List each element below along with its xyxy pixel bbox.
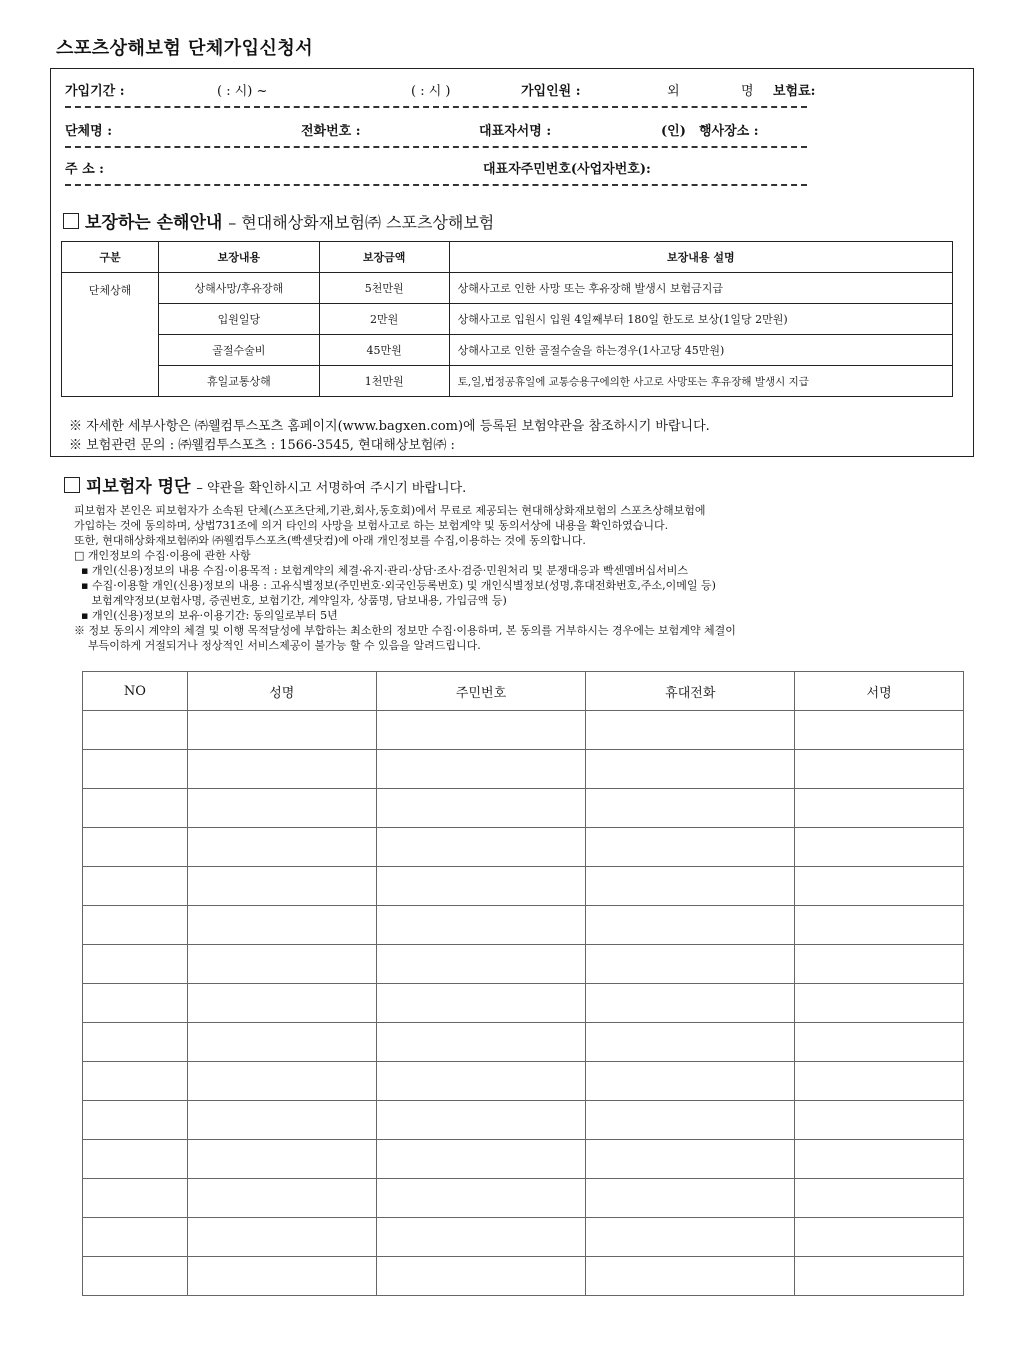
table-row	[83, 711, 964, 750]
coverage-amount: 45만원	[319, 335, 449, 366]
table-row	[83, 750, 964, 789]
column-header: 서명	[795, 672, 964, 711]
table-row	[83, 984, 964, 1023]
coverage-header-row	[62, 242, 953, 273]
coverage-row	[62, 273, 953, 304]
no-cell[interactable]	[83, 1062, 188, 1101]
consent-line: 가입하는 것에 동의하며, 상법731조에 의거 타인의 사망을 보험사고로 하는 보험계약 및 동의서상에 내용을 확인하였습니다.	[74, 519, 669, 532]
signature-cell[interactable]	[795, 1062, 964, 1101]
rep-id-label: 대표자주민번호(사업자번호):	[483, 162, 651, 177]
name-cell[interactable]	[187, 789, 376, 828]
no-cell[interactable]	[83, 711, 188, 750]
coverage-group: 단체상해	[62, 273, 159, 397]
mobile-cell[interactable]	[586, 945, 795, 984]
mobile-cell[interactable]	[586, 1179, 795, 1218]
insured-heading-text: 피보험자 명단	[86, 477, 191, 497]
consent-line: 또한, 현대해상화재보험㈜와 ㈜웰컴투스포츠(빡센닷컴)에 아래 개인정보를 수집,이용하는 것에 동의합니다.	[74, 534, 586, 547]
no-cell[interactable]	[83, 828, 188, 867]
table-row	[83, 1179, 964, 1218]
group-name-label: 단체명 :	[65, 124, 112, 139]
table-row	[83, 906, 964, 945]
coverage-desc: 상해사고로 입원시 입원 4일째부터 180일 한도로 보상(1일당 2만원)	[449, 304, 952, 335]
column-header: 보장내용 설명	[449, 242, 952, 273]
form-title: 스포츠상해보험 단체가입신청서	[56, 38, 314, 59]
coverage-heading	[63, 208, 494, 233]
signature-cell[interactable]	[795, 828, 964, 867]
name-cell[interactable]	[187, 867, 376, 906]
consent-line: ※ 정보 동의시 계약의 체결 및 이행 목적달성에 부합하는 최소한의 정보만 수집·이용하며, 본 동의를 거부하시는 경우에는 보험계약 체결이	[74, 624, 736, 637]
resident-id-cell[interactable]	[376, 828, 586, 867]
name-cell[interactable]	[187, 711, 376, 750]
period-start-field[interactable]: ( : 시) ~	[217, 84, 268, 99]
members-label: 가입인원 :	[521, 84, 581, 99]
insured-header-row	[83, 672, 964, 711]
no-cell[interactable]	[83, 1140, 188, 1179]
resident-id-cell[interactable]	[376, 1257, 586, 1296]
no-cell[interactable]	[83, 750, 188, 789]
consent-text	[74, 503, 736, 653]
name-cell[interactable]	[187, 984, 376, 1023]
column-header: 구분	[62, 242, 159, 273]
period-row	[65, 80, 816, 104]
no-cell[interactable]	[83, 984, 188, 1023]
coverage-amount: 5천만원	[319, 273, 449, 304]
resident-id-cell[interactable]	[376, 1218, 586, 1257]
column-header: NO	[83, 672, 188, 711]
name-cell[interactable]	[187, 1179, 376, 1218]
no-cell[interactable]	[83, 1218, 188, 1257]
resident-id-cell[interactable]	[376, 1101, 586, 1140]
table-row	[83, 1101, 964, 1140]
signature-cell[interactable]	[795, 867, 964, 906]
column-header: 보장내용	[158, 242, 319, 273]
signature-cell[interactable]	[795, 1257, 964, 1296]
coverage-desc: 상해사고로 인한 사망 또는 후유장해 발생시 보험금지급	[449, 273, 952, 304]
name-cell[interactable]	[187, 1023, 376, 1062]
mobile-cell[interactable]	[586, 1257, 795, 1296]
consent-line: □ 개인정보의 수집·이용에 관한 사항	[74, 549, 251, 562]
name-cell[interactable]	[187, 1101, 376, 1140]
address-label: 주 소 :	[65, 162, 104, 177]
name-cell[interactable]	[187, 828, 376, 867]
name-cell[interactable]	[187, 1257, 376, 1296]
consent-line: ▪ 개인(신용)정보의 보유·이용기간: 동의일로부터 5년	[74, 609, 338, 622]
resident-id-cell[interactable]	[376, 984, 586, 1023]
table-row	[83, 1257, 964, 1296]
coverage-item: 입원일당	[158, 304, 319, 335]
no-cell[interactable]	[83, 945, 188, 984]
signature-cell[interactable]	[795, 750, 964, 789]
coverage-desc: 상해사고로 인한 골절수술을 하는경우(1사고당 45만원)	[449, 335, 952, 366]
mobile-cell[interactable]	[586, 711, 795, 750]
no-cell[interactable]	[83, 1023, 188, 1062]
address-row	[65, 158, 805, 182]
coverage-item: 골절수술비	[158, 335, 319, 366]
table-row	[83, 1062, 964, 1101]
seal-mark: (인)	[661, 124, 686, 139]
coverage-desc: 토,일,법정공휴일에 교통승용구에의한 사고로 사망또는 후유장해 발생시 지급	[449, 366, 952, 397]
signature-cell[interactable]	[795, 1140, 964, 1179]
detail-note: ※ 자세한 세부사항은 ㈜웰컴투스포츠 홈페이지(www.bagxen.com)에 등록된 보험약관을 참조하시기 바랍니다.	[69, 419, 710, 434]
insured-table	[82, 671, 964, 1296]
resident-id-cell[interactable]	[376, 867, 586, 906]
mobile-cell[interactable]	[586, 1062, 795, 1101]
coverage-row	[62, 366, 953, 397]
mobile-cell[interactable]	[586, 867, 795, 906]
divider	[65, 146, 807, 148]
insured-heading	[64, 472, 466, 497]
mobile-cell[interactable]	[586, 984, 795, 1023]
coverage-item: 휴일교통상해	[158, 366, 319, 397]
mobile-cell[interactable]	[586, 906, 795, 945]
table-row	[83, 867, 964, 906]
mobile-cell[interactable]	[586, 1023, 795, 1062]
consent-line: ▪ 수집·이용할 개인(신용)정보의 내용 : 고유식별정보(주민번호·외국인등록번호) 및 개인식별정보(성명,휴대전화번호,주소,이메일 등)	[74, 579, 716, 592]
coverage-row	[62, 304, 953, 335]
premium-label: 보험료:	[773, 84, 816, 99]
mobile-cell[interactable]	[586, 1140, 795, 1179]
contact-note: ※ 보험관련 문의 : ㈜웰컴투스포츠 : 1566-3545, 현대해상보험㈜ :	[69, 438, 455, 453]
name-cell[interactable]	[187, 1140, 376, 1179]
name-cell[interactable]	[187, 906, 376, 945]
consent-line: 보험계약정보(보험사명, 증권번호, 보험기간, 계약일자, 상품명, 담보내용, 가입금액 등)	[74, 594, 507, 607]
signature-cell[interactable]	[795, 1179, 964, 1218]
signature-cell[interactable]	[795, 906, 964, 945]
signature-cell[interactable]	[795, 1218, 964, 1257]
consent-line: 부득이하게 거절되거나 정상적인 서비스제공이 불가능 할 수 있음을 알려드립니다.	[74, 639, 481, 652]
period-end-field[interactable]: ( : 시 )	[411, 84, 451, 99]
column-header: 보장금액	[319, 242, 449, 273]
table-row	[83, 1218, 964, 1257]
resident-id-cell[interactable]	[376, 1062, 586, 1101]
mobile-cell[interactable]	[586, 1101, 795, 1140]
rep-sign-label: 대표자서명 :	[479, 124, 552, 139]
resident-id-cell[interactable]	[376, 945, 586, 984]
coverage-subheading: – 현대해상화재보험㈜ 스포츠상해보험	[228, 213, 495, 232]
period-label: 가입기간 :	[65, 84, 125, 99]
no-cell[interactable]	[83, 906, 188, 945]
name-cell[interactable]	[187, 750, 376, 789]
no-cell[interactable]	[83, 1179, 188, 1218]
coverage-heading-text: 보장하는 손해안내	[85, 213, 223, 233]
name-cell[interactable]	[187, 1218, 376, 1257]
divider	[65, 184, 807, 186]
resident-id-cell[interactable]	[376, 750, 586, 789]
name-cell[interactable]	[187, 1062, 376, 1101]
insured-subheading: – 약관을 확인하시고 서명하여 주시기 바랍니다.	[196, 481, 467, 496]
table-row	[83, 789, 964, 828]
venue-label: 행사장소 :	[699, 124, 759, 139]
resident-id-cell[interactable]	[376, 789, 586, 828]
no-cell[interactable]	[83, 789, 188, 828]
group-row	[65, 120, 805, 144]
coverage-amount: 1천만원	[319, 366, 449, 397]
signature-cell[interactable]	[795, 789, 964, 828]
divider	[65, 106, 807, 108]
resident-id-cell[interactable]	[376, 1140, 586, 1179]
resident-id-cell[interactable]	[376, 1023, 586, 1062]
coverage-table	[61, 241, 953, 397]
signature-cell[interactable]	[795, 945, 964, 984]
table-row	[83, 828, 964, 867]
coverage-row	[62, 335, 953, 366]
members-unit: 명	[741, 84, 754, 99]
resident-id-cell[interactable]	[376, 711, 586, 750]
column-header: 주민번호	[376, 672, 586, 711]
checkbox-icon	[64, 477, 80, 493]
no-cell[interactable]	[83, 1257, 188, 1296]
no-cell[interactable]	[83, 1101, 188, 1140]
signature-cell[interactable]	[795, 984, 964, 1023]
resident-id-cell[interactable]	[376, 906, 586, 945]
table-row	[83, 1140, 964, 1179]
coverage-amount: 2만원	[319, 304, 449, 335]
application-box	[50, 68, 974, 457]
table-row	[83, 945, 964, 984]
mobile-cell[interactable]	[586, 750, 795, 789]
signature-cell[interactable]	[795, 711, 964, 750]
mobile-cell[interactable]	[586, 1218, 795, 1257]
phone-label: 전화번호 :	[301, 124, 361, 139]
consent-line: ▪ 개인(신용)정보의 내용 수집·이용목적 : 보험계약의 체결·유지·관리·상담·조사·검증·민원처리 및 분쟁대응과 빡센멤버십서비스	[74, 564, 688, 577]
column-header: 성명	[187, 672, 376, 711]
name-cell[interactable]	[187, 945, 376, 984]
no-cell[interactable]	[83, 867, 188, 906]
consent-line: 피보험자 본인은 피보험자가 소속된 단체(스포츠단체,기관,회사,동호회)에서 무료로 제공되는 현대해상화재보험의 스포츠상해보험에	[74, 504, 706, 517]
table-row	[83, 1023, 964, 1062]
signature-cell[interactable]	[795, 1023, 964, 1062]
checkbox-icon	[63, 213, 79, 229]
resident-id-cell[interactable]	[376, 1179, 586, 1218]
mobile-cell[interactable]	[586, 789, 795, 828]
signature-cell[interactable]	[795, 1101, 964, 1140]
members-extra-field[interactable]: 외	[667, 84, 680, 99]
mobile-cell[interactable]	[586, 828, 795, 867]
column-header: 휴대전화	[586, 672, 795, 711]
coverage-item: 상해사망/후유장해	[158, 273, 319, 304]
